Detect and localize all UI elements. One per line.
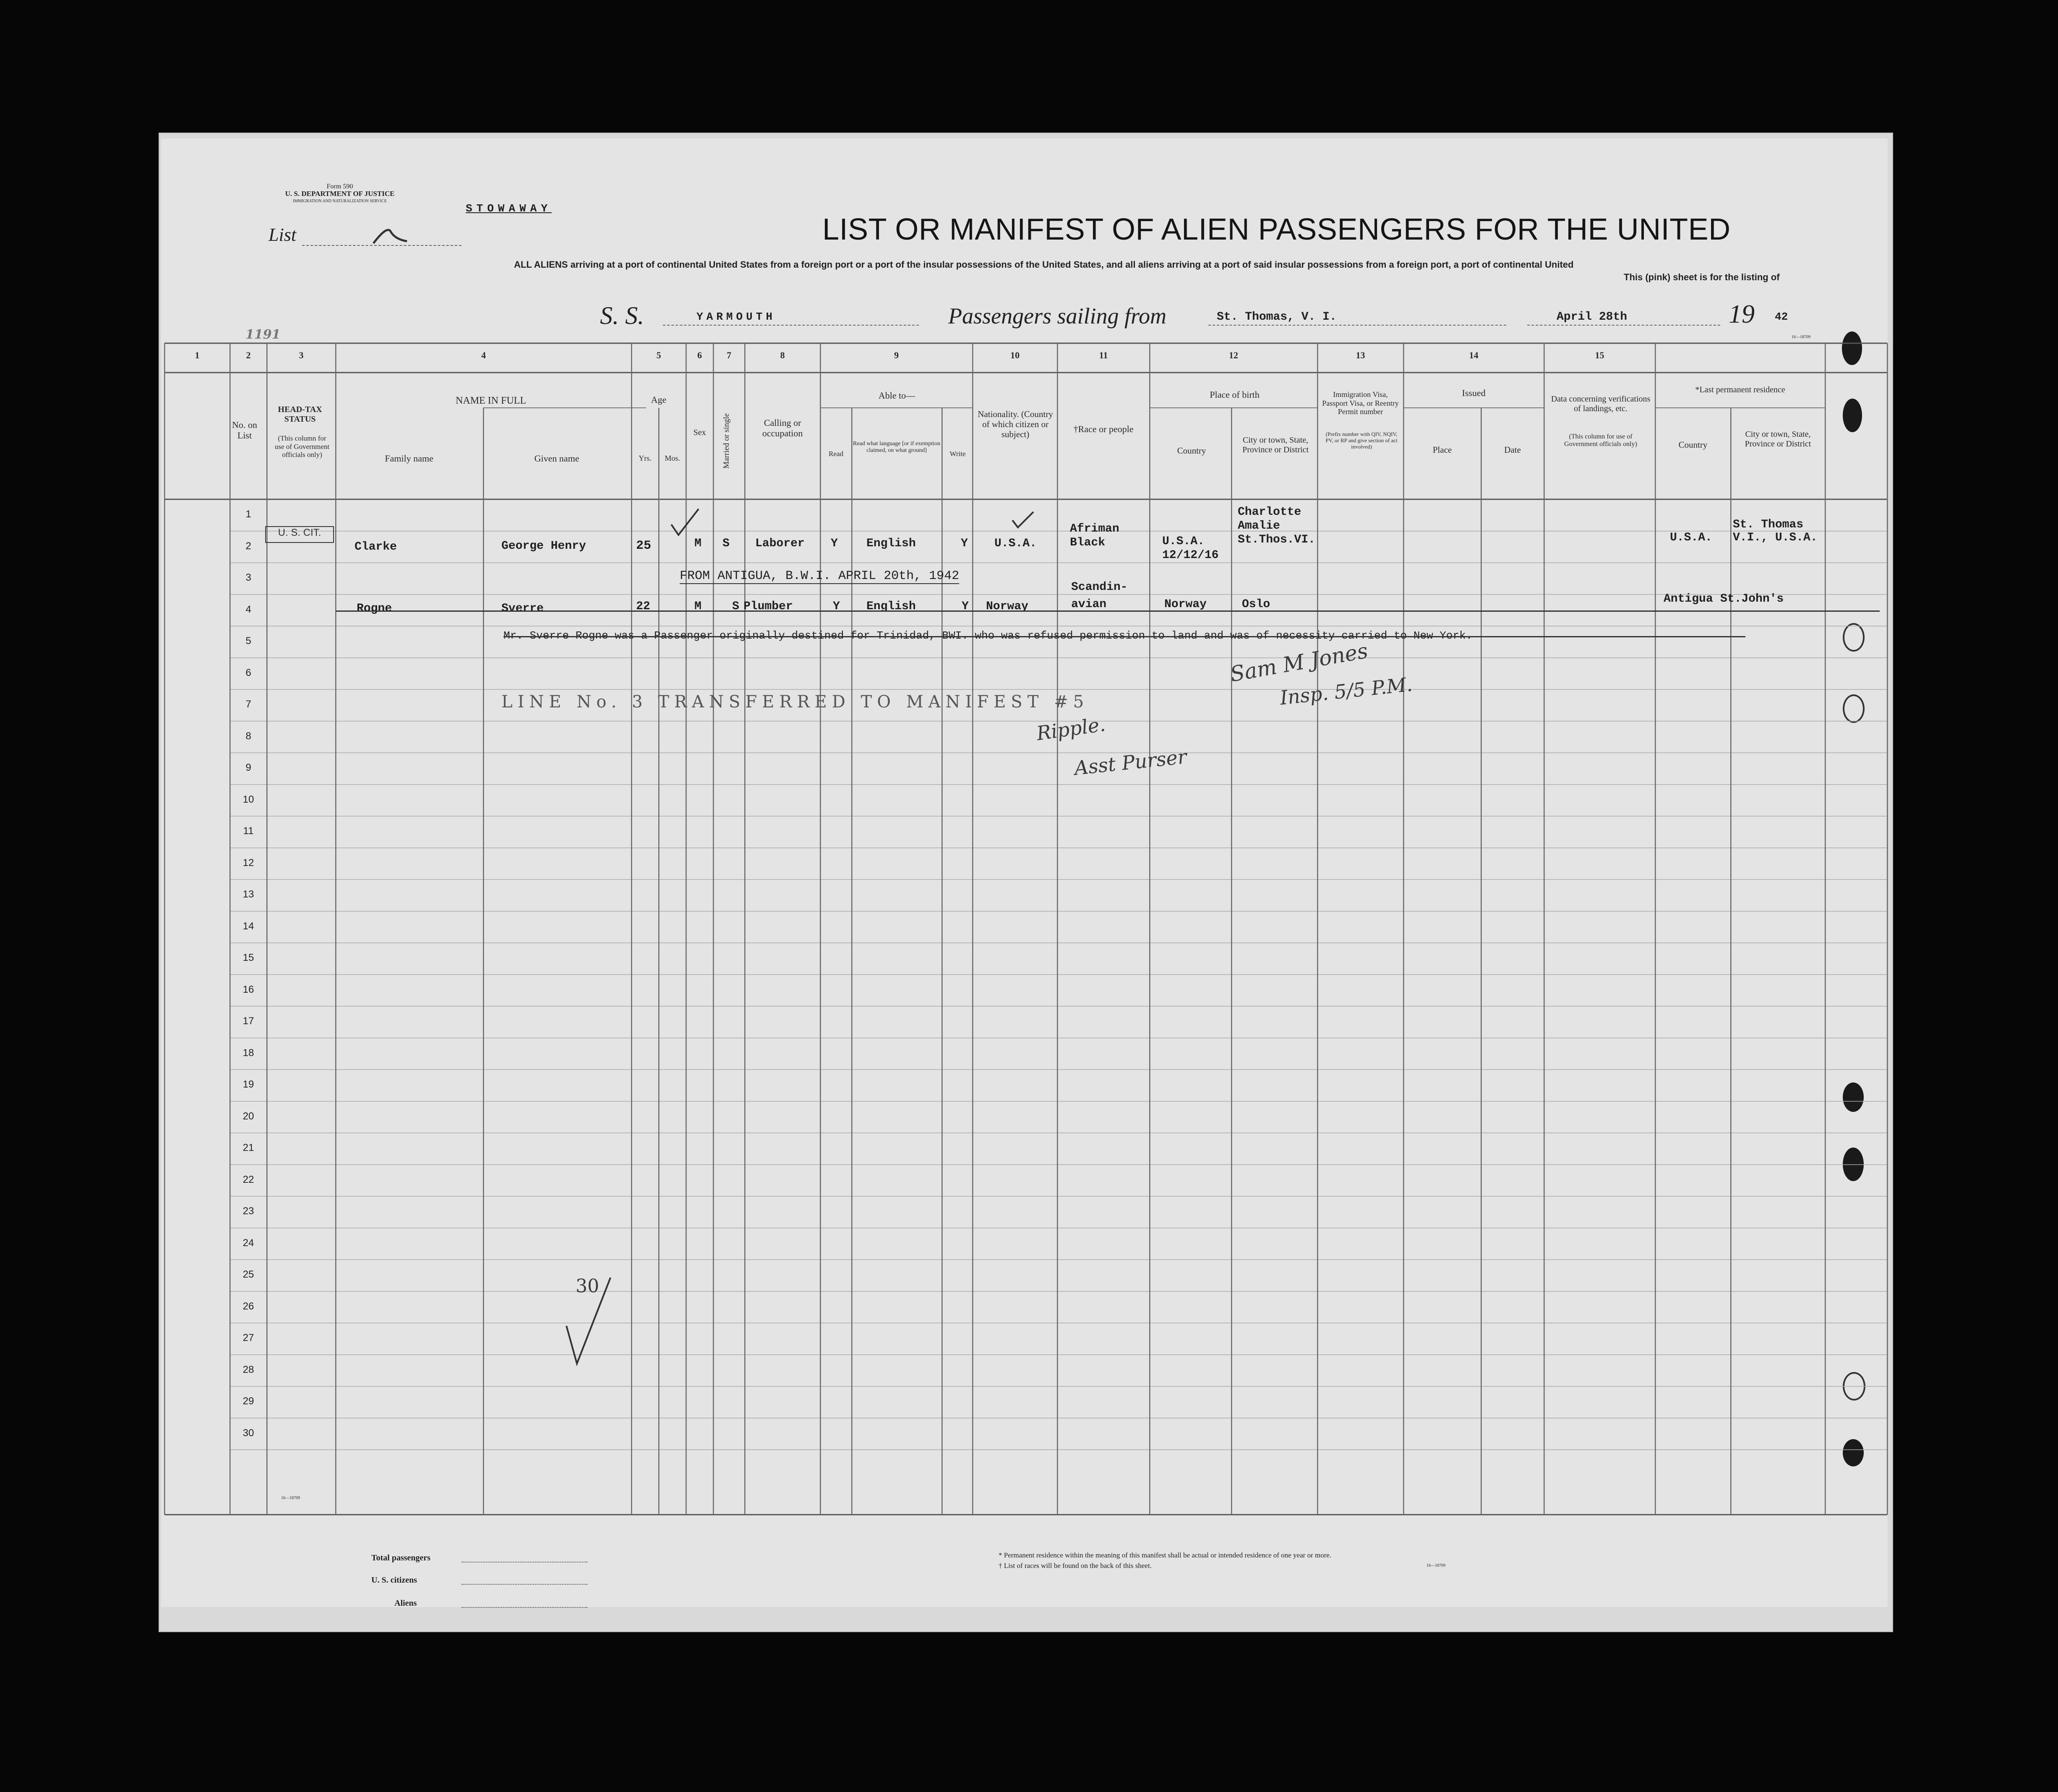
header-age: Age <box>651 394 667 405</box>
row2-departure-note: FROM ANTIGUA, B.W.I. APRIL 20th, 1942 <box>680 569 960 583</box>
header-read-language: Read what language [or if exemption claimed, on what ground] <box>853 441 940 454</box>
column-number: 15 <box>1595 350 1604 360</box>
line-number: 20 <box>243 1110 254 1122</box>
header-issued: Issued <box>1462 388 1486 398</box>
header-yrs: Yrs. <box>639 454 652 462</box>
list-type: STOWAWAY <box>466 202 552 215</box>
ss-label: S. S. <box>600 302 644 329</box>
header-last-residence: *Last permanent residence <box>1695 385 1785 394</box>
line-number: 13 <box>243 889 254 900</box>
column-number: 5 <box>656 350 661 360</box>
checkmark-icon <box>1010 510 1036 531</box>
header-nationality: Nationality. (Country of which citizen or subject) <box>978 409 1053 440</box>
column-number: 13 <box>1356 350 1365 360</box>
sailing-label: Passengers sailing from <box>948 303 1167 329</box>
column-number: 9 <box>894 350 899 360</box>
row3-nationality: Norway <box>986 600 1028 613</box>
row1-sex: M <box>694 537 702 550</box>
row1-family: Clarke <box>355 540 397 553</box>
line-number: 18 <box>243 1047 254 1059</box>
row3-birth-country: Norway <box>1164 598 1207 611</box>
footer-aliens-label: Aliens <box>394 1599 417 1608</box>
tally-number: 30 <box>576 1276 599 1297</box>
row3-sex: M <box>694 600 702 613</box>
line-number: 21 <box>243 1142 254 1153</box>
header-head-tax: HEAD-TAX STATUS <box>278 405 322 424</box>
row3-marital: S <box>732 600 739 613</box>
header-able-to: Able to— <box>878 390 916 401</box>
intro-text-2: This (pink) sheet is for the listing of <box>1624 272 1780 282</box>
line-number: 17 <box>243 1015 254 1027</box>
column-number: 7 <box>727 350 731 360</box>
line-number: 7 <box>245 699 251 710</box>
header-place: Place <box>1432 445 1452 455</box>
header-city: City or town, State, Province or District <box>1242 436 1309 454</box>
line-number: 1 <box>245 509 251 520</box>
head-tax-value: U. S. CIT. <box>278 527 321 538</box>
row1-race-1: Afriman <box>1070 522 1119 535</box>
row3-race-1: Scandin- <box>1071 581 1128 594</box>
footer-citizens-label: U. S. citizens <box>371 1575 417 1585</box>
line-number: 23 <box>243 1205 254 1217</box>
header-res-country: Country <box>1678 440 1708 450</box>
column-number: 2 <box>246 350 251 360</box>
line-number: 12 <box>243 857 254 869</box>
line-number: 19 <box>243 1079 254 1090</box>
header-data-note: (This column for use of Government officials only) <box>1564 433 1637 448</box>
line-number: 10 <box>243 793 254 805</box>
inspector-note: Insp. 5/5 P.M. <box>1279 673 1414 709</box>
line-number: 5 <box>245 635 251 647</box>
footnote-races: † List of races will be found on the back of this sheet. <box>999 1562 1152 1570</box>
transfer-note: LINE No. 3 TRANSFERRED TO MANIFEST #5 <box>501 692 1089 712</box>
row3-strikethrough <box>336 610 1880 612</box>
column-number: 10 <box>1010 350 1020 360</box>
footer-total-label: Total passengers <box>371 1553 430 1562</box>
header-given-name: Given name <box>534 453 579 464</box>
year-suffix: 42 <box>1775 310 1788 323</box>
line-number: 14 <box>243 920 254 932</box>
intro-text-1: ALL ALIENS arriving at a port of continental United States from a foreign port or a port of the insular possessions of the United States, and all aliens arriving at a port of said insular possessions from a foreign port, a port of continental United <box>514 259 1574 270</box>
list-label: List <box>269 224 297 245</box>
row1-birth-city-1: Charlotte <box>1238 506 1302 519</box>
column-number: 14 <box>1469 350 1479 360</box>
checkmark-icon <box>669 506 703 539</box>
port-name: St. Thomas, V. I. <box>1217 310 1337 323</box>
line-number: 3 <box>245 572 251 583</box>
row1-res-city-2: V.I., U.S.A. <box>1733 531 1818 544</box>
line-number: 30 <box>243 1427 254 1439</box>
header-visa-note: (Prefix number with QIV, NQIV, PV, or RP and give section of act involved) <box>1325 431 1398 450</box>
line-number: 2 <box>245 540 251 552</box>
form-number: Form 590 <box>326 183 353 190</box>
column-number: 12 <box>1229 350 1238 360</box>
line-number: 27 <box>243 1332 254 1343</box>
header-country: Country <box>1177 446 1206 456</box>
header-mos: Mos. <box>665 454 680 462</box>
line-number: 25 <box>243 1269 254 1280</box>
header-write: Write <box>949 450 966 458</box>
header-head-tax-note: (This column for use of Government officials only) <box>274 434 330 459</box>
row1-language: English <box>866 537 916 550</box>
header-sex: Sex <box>693 428 706 437</box>
line-number: 22 <box>243 1174 254 1185</box>
header-visa: Immigration Visa, Passport Visa, or Reentry Permit number <box>1322 390 1399 416</box>
header-read: Read <box>829 450 843 458</box>
column-number: 8 <box>780 350 785 360</box>
manifest-title: LIST OR MANIFEST OF ALIEN PASSENGERS FOR THE UNITED <box>822 213 1731 246</box>
row3-language: English <box>866 600 916 613</box>
purser-signature: Ripple. <box>1035 712 1107 745</box>
header-married: Married or single <box>722 413 731 469</box>
row3-read: Y <box>833 600 840 613</box>
header-date: Date <box>1504 445 1521 455</box>
tally-checkmark-icon <box>564 1276 615 1368</box>
footnote-residence: * Permanent residence within the meaning of this manifest shall be actual or intended residence of one year or more. <box>999 1551 1332 1559</box>
column-number: 11 <box>1099 350 1108 360</box>
header-no-on-list: No. on List <box>232 420 257 441</box>
line-number: 8 <box>245 730 251 742</box>
service: IMMIGRATION AND NATURALIZATION SERVICE <box>293 199 387 203</box>
row1-birth-country: U.S.A. <box>1162 535 1205 548</box>
row1-birth-city-3: St.Thos.VI. <box>1238 533 1315 546</box>
row1-birth-city-2: Amalie <box>1238 519 1280 532</box>
row1-res-city-1: St. Thomas <box>1733 518 1804 531</box>
line-number: 6 <box>245 667 251 678</box>
row1-birth-date: 12/12/16 <box>1162 549 1219 562</box>
sailing-date: April 28th <box>1557 310 1628 323</box>
line-number: 28 <box>243 1364 254 1375</box>
row1-nationality: U.S.A. <box>994 537 1037 550</box>
row1-read: Y <box>831 537 838 550</box>
print-code: 16—18709 <box>1792 335 1810 339</box>
footer-citizens-dots <box>462 1584 587 1585</box>
column-number: 4 <box>481 350 486 360</box>
year-prefix: 19 <box>1729 300 1755 329</box>
line-number: 9 <box>245 762 251 773</box>
header-data-concerning: Data concerning verifications of landings, etc. <box>1551 394 1651 413</box>
row1-res-country: U.S.A. <box>1670 531 1712 544</box>
line-number: 24 <box>243 1237 254 1249</box>
column-number: 3 <box>299 350 304 360</box>
row3-yrs: 22 <box>636 600 650 613</box>
row3-res-city: St.John's <box>1720 592 1784 605</box>
header-name-in-full: NAME IN FULL <box>456 395 526 406</box>
footer-print-code: 16—18709 <box>1427 1563 1445 1568</box>
row1-given: George Henry <box>501 540 586 553</box>
row3-occupation: Plumber <box>743 600 793 613</box>
line-number: 29 <box>243 1396 254 1407</box>
ship-name: YARMOUTH <box>696 310 776 323</box>
department: U. S. DEPARTMENT OF JUSTICE <box>285 190 395 198</box>
column-number: 1 <box>195 350 200 360</box>
purser-title: Asst Purser <box>1073 745 1188 780</box>
line-number: 16 <box>243 983 254 995</box>
line-number: 15 <box>243 952 254 963</box>
row1-race-2: Black <box>1070 536 1106 549</box>
header-res-city: City or town, State, Province or District <box>1745 430 1811 449</box>
margin-note: 1191 <box>245 327 281 342</box>
column-number: 6 <box>697 350 702 360</box>
head-tax-stamp <box>265 526 334 543</box>
header-calling: Calling or occupation <box>762 417 803 439</box>
row3-given: Sverre <box>501 602 544 615</box>
row3-res-country: Antigua <box>1664 592 1713 605</box>
header-family-name: Family name <box>385 453 433 464</box>
row1-yrs: 25 <box>636 539 652 553</box>
row4-note: Mr. Sverre Rogne was a Passenger originally destined for Trinidad, BWI. who was refused permission to land and was of necessity carried to New York. <box>503 629 1473 642</box>
header-race: †Race or people <box>1073 424 1134 434</box>
row1-write: Y <box>961 537 968 550</box>
inspector-signature: Sam M Jones <box>1228 638 1370 687</box>
row4-strikethrough <box>503 636 1745 637</box>
header-place-of-birth: Place of birth <box>1210 389 1260 400</box>
row3-birth-city: Oslo <box>1242 598 1270 611</box>
row3-write: Y <box>962 600 969 613</box>
row1-occupation: Laborer <box>755 537 805 550</box>
line-number: 11 <box>243 825 254 837</box>
row3-family: Rogne <box>357 602 392 615</box>
row1-marital: S <box>723 537 730 550</box>
line-number: 26 <box>243 1300 254 1312</box>
grid-print-code: 16—18709 <box>281 1496 300 1500</box>
row3-race-2: avian <box>1071 598 1107 611</box>
footer-aliens-dots <box>462 1607 587 1608</box>
line-number: 4 <box>245 603 251 615</box>
